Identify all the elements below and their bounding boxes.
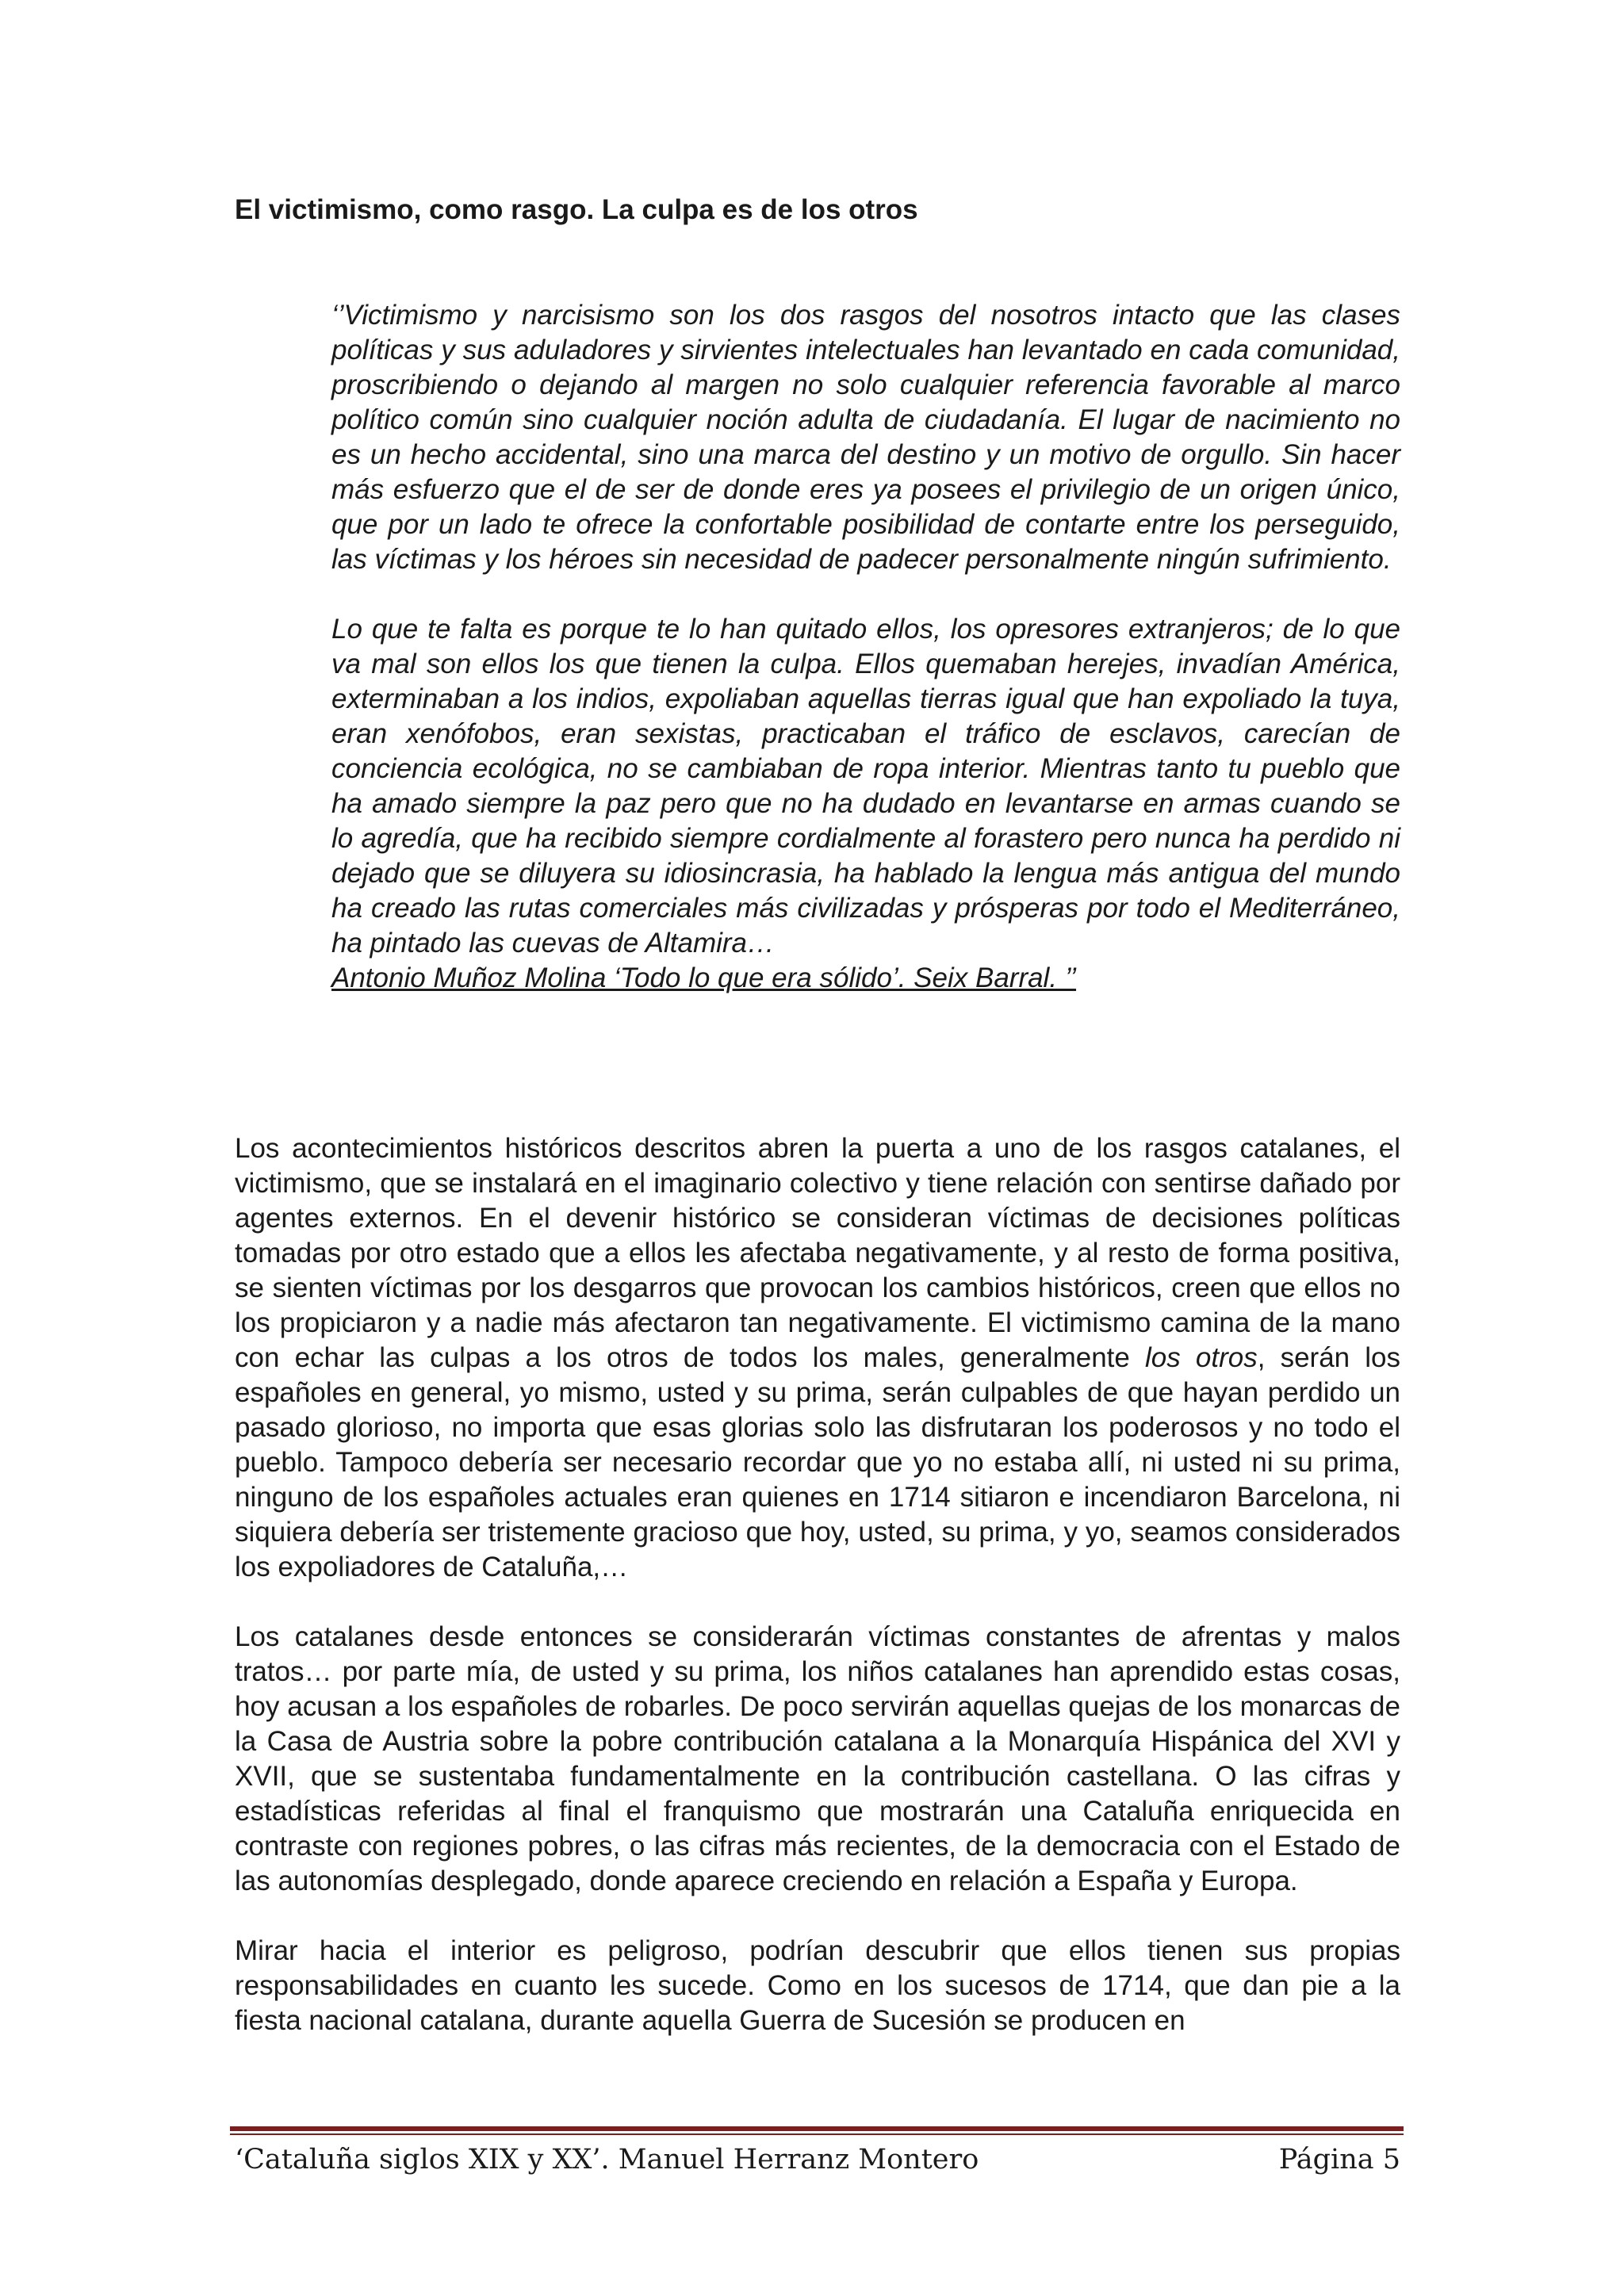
quote-paragraph	[331, 612, 1400, 996]
quote-paragraph: ‘’Victimismo y narcisismo son los dos rasgos del nosotros intacto que las clases políticas y sus aduladores y sirvientes intelectuales han levantado en cada comunidad, proscribiendo o dejando al margen no solo cualquier referencia favorable al marco político común sino cualquier noción adulta de ciudadanía. El lugar de nacimiento no es un hecho accidental, sino una marca del destino y un motivo de orgullo. Sin hacer más esfuerzo que el de ser de donde eres ya posees el privilegio de un origen único, que por un lado te ofrece la confortable posibilidad de contarte entre los perseguido, las víctimas y los héroes sin necesidad de padecer personalmente ningún sufrimiento.	[331, 300, 1400, 575]
quote-paragraph-text: Lo que te falta es porque te lo han quitado ellos, los opresores extranjeros; de lo que va mal son ellos los que tienen la culpa. Ellos quemaban herejes, invadían América, exterminaban a los indios, expoliaban aquellas tierras igual que han expoliado la tuya, eran xenófobos, eran sexistas, practicaban el tráfico de esclavos, carecían de conciencia ecológica, no se cambiaban de ropa interior. Mientras tanto tu pueblo que ha amado siempre la paz pero que no ha dudado en levantarse en armas cuando se lo agredía, que ha recibido siempre cordialmente al forastero pero nunca ha perdido ni dejado que se diluyera su idiosincrasia, ha hablado la lengua más antigua del mundo ha creado las rutas comerciales más civilizadas y prósperas por todo el Mediterráneo, ha pintado las cuevas de Altamira…	[331, 614, 1400, 959]
body-paragraph-text: , serán los españoles en general, yo mismo, usted y su prima, serán culpables de que hayan perdido un pasado glorioso, no importa que esas glorias solo las disfrutaran los poderosos y no todo el pueblo. Tampoco debería ser necesario recordar que yo no estaba allí, ni usted ni su prima, ninguno de los españoles actuales eran quienes en 1714 sitiaron e incendiaron Barcelona, ni siquiera debería ser tristemente gracioso que hoy, usted, su prima, y yo, seamos considerados los expoliadores de Cataluña,…	[235, 1342, 1400, 1582]
emphasis-text: los otros	[1145, 1342, 1258, 1373]
body-text	[235, 1131, 1400, 2038]
footer-divider	[230, 2126, 1404, 2135]
block-quote	[331, 298, 1400, 996]
body-paragraph	[235, 1131, 1400, 1585]
body-paragraph-text: Los acontecimientos históricos descritos abren la puerta a uno de los rasgos catalanes, el victimismo, que se instalará en el imaginario colectivo y tiene relación con sentirse dañado por agentes externos. En el devenir histórico se consideran víctimas de decisiones políticas tomadas por otro estado que a ellos les afectaba negativamente, y al resto de forma positiva, se sienten víctimas por los desgarros que provocan los cambios históricos, creen que ellos no los propiciaron y a nadie más afectaron tan negativamente. El victimismo camina de la mano con echar las culpas a los otros de todos los males, generalmente	[235, 1133, 1400, 1373]
page-footer	[235, 2142, 1400, 2177]
body-paragraph: Los catalanes desde entonces se considerarán víctimas constantes de afrentas y malos tratos… por parte mía, de usted y su prima, los niños catalanes han aprendido estas cosas, hoy acusan a los españoles de robarles. De poco servirán aquellas quejas de los monarcas de la Casa de Austria sobre la pobre contribución catalana a la Monarquía Hispánica del XVI y XVII, que se sustentaba fundamentalmente en la contribución castellana. O las cifras y estadísticas referidas al final el franquismo que mostrarán una Cataluña enriquecida en contraste con regiones pobres, o las cifras más recientes, de la democracia con el Estado de las autonomías desplegado, donde aparece creciendo en relación a España y Europa.	[235, 1621, 1400, 1896]
quote-citation: Antonio Muñoz Molina ‘Todo lo que era sólido’. Seix Barral. ’’	[331, 962, 1077, 993]
footer-divider-thick	[230, 2126, 1404, 2131]
footer-divider-thin	[230, 2133, 1404, 2135]
section-heading: El victimismo, como rasgo. La culpa es de los otros	[235, 194, 918, 225]
body-paragraph: Mirar hacia el interior es peligroso, podrían descubrir que ellos tienen sus propias responsabilidades en cuanto les sucede. Como en los sucesos de 1714, que dan pie a la fiesta nacional catalana, durante aquella Guerra de Sucesión se producen en	[235, 1935, 1400, 2036]
page-number: Página 5	[1278, 2144, 1400, 2175]
footer-title: ‘Cataluña siglos XIX y XX’. Manuel Herranz Montero	[235, 2144, 979, 2175]
